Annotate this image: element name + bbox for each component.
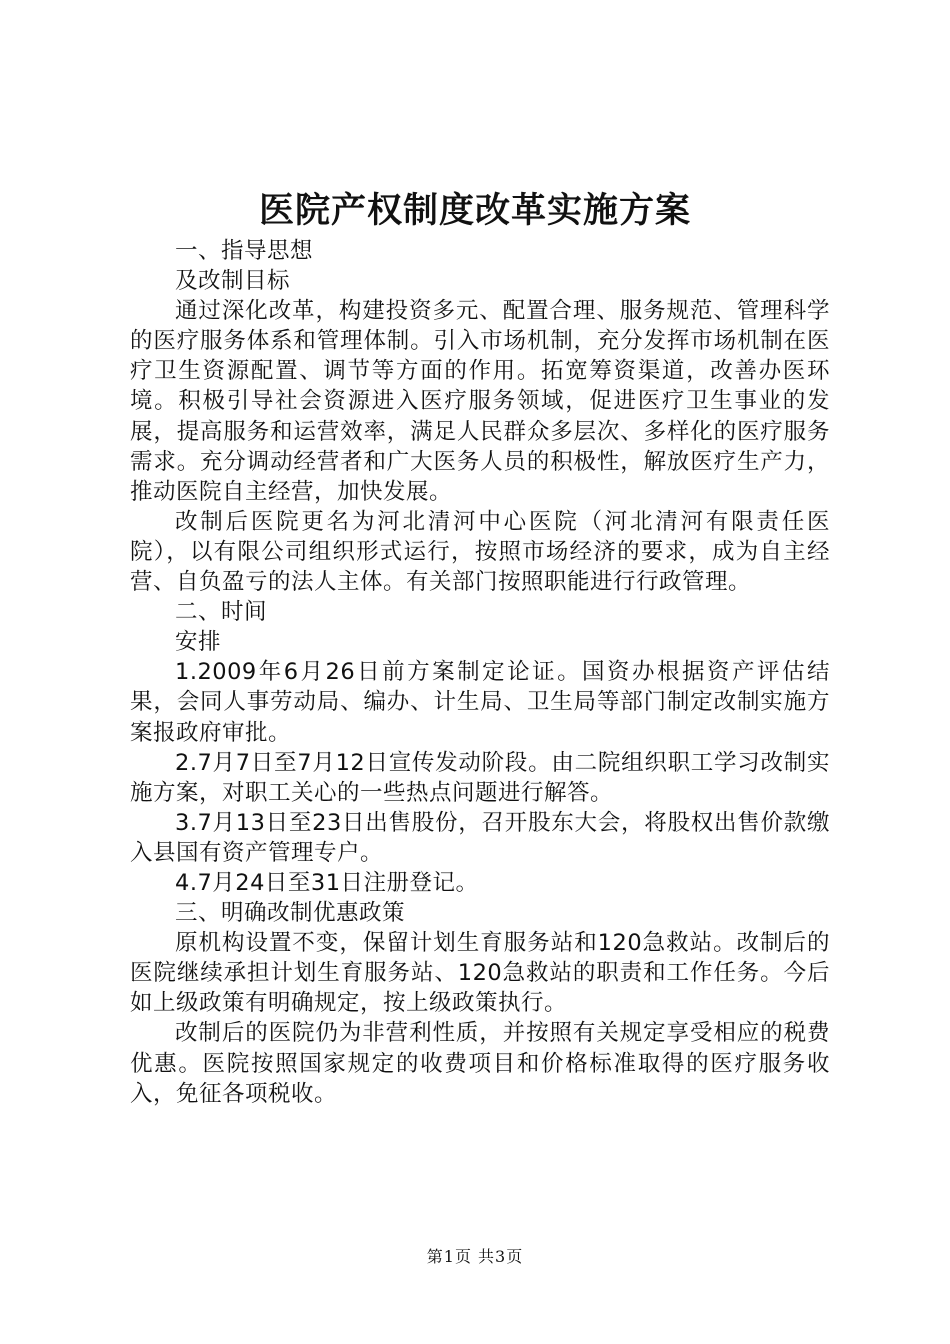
schedule-item: 1.2009年6月26日前方案制定论证。国资办根据资产评估结果，会同人事劳动局、编办、计生局、卫生局等部门制定改制实施方案报政府审批。	[130, 659, 830, 746]
document-body	[130, 236, 830, 1109]
paragraph: 原机构设置不变，保留计划生育服务站和120急救站。改制后的医院继续承担计划生育服务站、120急救站的职责和工作任务。今后如上级政策有明确规定，按上级政策执行。	[130, 930, 830, 1017]
paragraph: 改制后医院更名为河北清河中心医院（河北清河有限责任医院），以有限公司组织形式运行，按照市场经济的要求，成为自主经营、自负盈亏的法人主体。有关部门按照职能进行行政管理。	[130, 508, 830, 596]
schedule-item: 3.7月13日至23日出售股份，召开股东大会，将股权出售价款缴入县国有资产管理专户。	[130, 809, 830, 866]
section-heading-2: 二、时间	[175, 599, 268, 626]
section-heading-1: 一、指导思想	[175, 238, 314, 264]
schedule-item: 4.7月24日至31日注册登记。	[175, 869, 479, 896]
document-title: 医院产权制度改革实施方案	[258, 190, 691, 231]
page-footer: 第1页 共3页	[426, 1247, 524, 1266]
section-heading-2-continued: 安排	[175, 629, 222, 656]
section-heading-1-continued: 及改制目标	[175, 268, 291, 295]
paragraph: 改制后的医院仍为非营利性质，并按照有关规定享受相应的税费优惠。医院按照国家规定的收费项目和价格标准取得的医疗服务收入，免征各项税收。	[130, 1020, 830, 1107]
section-heading-3: 三、明确改制优惠政策	[175, 900, 406, 927]
paragraph: 通过深化改革，构建投资多元、配置合理、服务规范、管理科学的医疗服务体系和管理体制。引入市场机制，充分发挥市场机制在医疗卫生资源配置、调节等方面的作用。拓宽筹资渠道，改善办医环境。积极引导社会资源进入医疗服务领域，促进医疗卫生事业的发展，提高服务和运营效率，满足人民群众多层次、多样化的医疗服务需求。充分调动经营者和广大医务人员的积极性，解放医疗生产力，推动医院自主经营，加快发展。	[130, 298, 830, 505]
schedule-item: 2.7月7日至7月12日宣传发动阶段。由二院组织职工学习改制实施方案，对职工关心的一些热点问题进行解答。	[130, 749, 830, 806]
